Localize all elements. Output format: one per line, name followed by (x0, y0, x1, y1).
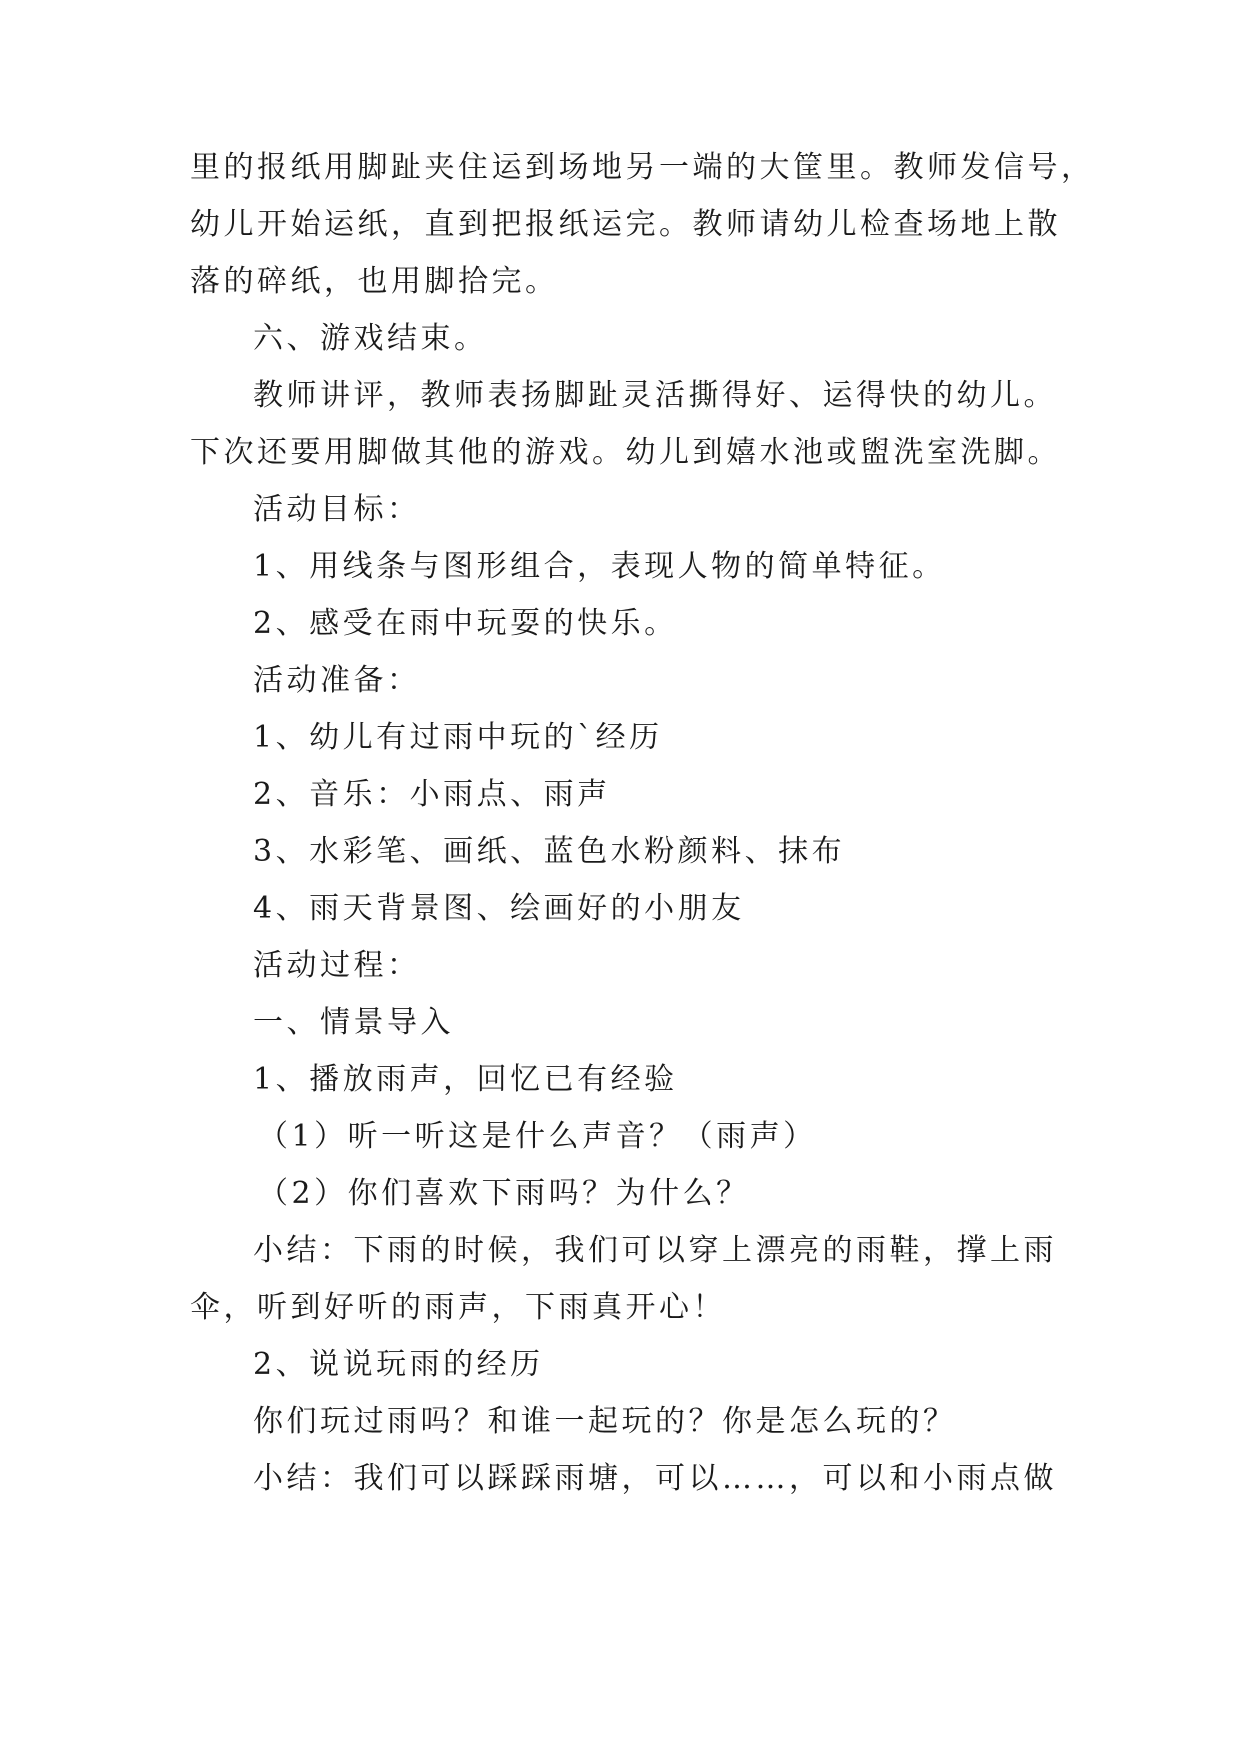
section-heading: 一、情景导入 (253, 1005, 454, 1040)
list-item: 1、幼儿有过雨中玩的`经历 (253, 720, 663, 755)
text-line: 教师讲评，教师表扬脚趾灵活撕得好、运得快的幼儿。 (253, 378, 1057, 413)
text-line: 里的报纸用脚趾夹住运到场地另一端的大筐里。教师发信号， (190, 150, 1095, 185)
list-item: 1、播放雨声，回忆已有经验 (253, 1062, 678, 1097)
list-item: 2、说说玩雨的经历 (253, 1347, 544, 1382)
text-line: 小结：我们可以踩踩雨塘，可以……，可以和小雨点做 (253, 1461, 1057, 1496)
text-line: 你们玩过雨吗？和谁一起玩的？你是怎么玩的？ (253, 1404, 957, 1439)
list-item: 2、音乐：小雨点、雨声 (253, 777, 611, 812)
list-item: 4、雨天背景图、绘画好的小朋友 (253, 891, 745, 926)
section-heading: 六、游戏结束。 (253, 321, 488, 356)
list-item: （1）听一听这是什么声音？（雨声） (258, 1119, 817, 1154)
list-item: 3、水彩笔、画纸、蓝色水粉颜料、抹布 (253, 834, 846, 869)
list-item: 1、用线条与图形组合，表现人物的简单特征。 (253, 549, 946, 584)
section-heading: 活动过程： (253, 948, 421, 983)
text-line: 幼儿开始运纸，直到把报纸运完。教师请幼儿检查场地上散 (190, 207, 1061, 242)
section-heading: 活动准备： (253, 663, 421, 698)
list-item: （2）你们喜欢下雨吗？为什么？ (258, 1176, 750, 1211)
list-item: 2、感受在雨中玩耍的快乐。 (253, 606, 678, 641)
text-line: 落的碎纸，也用脚拾完。 (190, 264, 559, 299)
section-heading: 活动目标： (253, 492, 421, 527)
text-line: 伞，听到好听的雨声，下雨真开心！ (190, 1290, 726, 1325)
text-line: 小结：下雨的时候，我们可以穿上漂亮的雨鞋，撑上雨 (253, 1233, 1057, 1268)
text-line: 下次还要用脚做其他的游戏。幼儿到嬉水池或盥洗室洗脚。 (190, 435, 1061, 470)
